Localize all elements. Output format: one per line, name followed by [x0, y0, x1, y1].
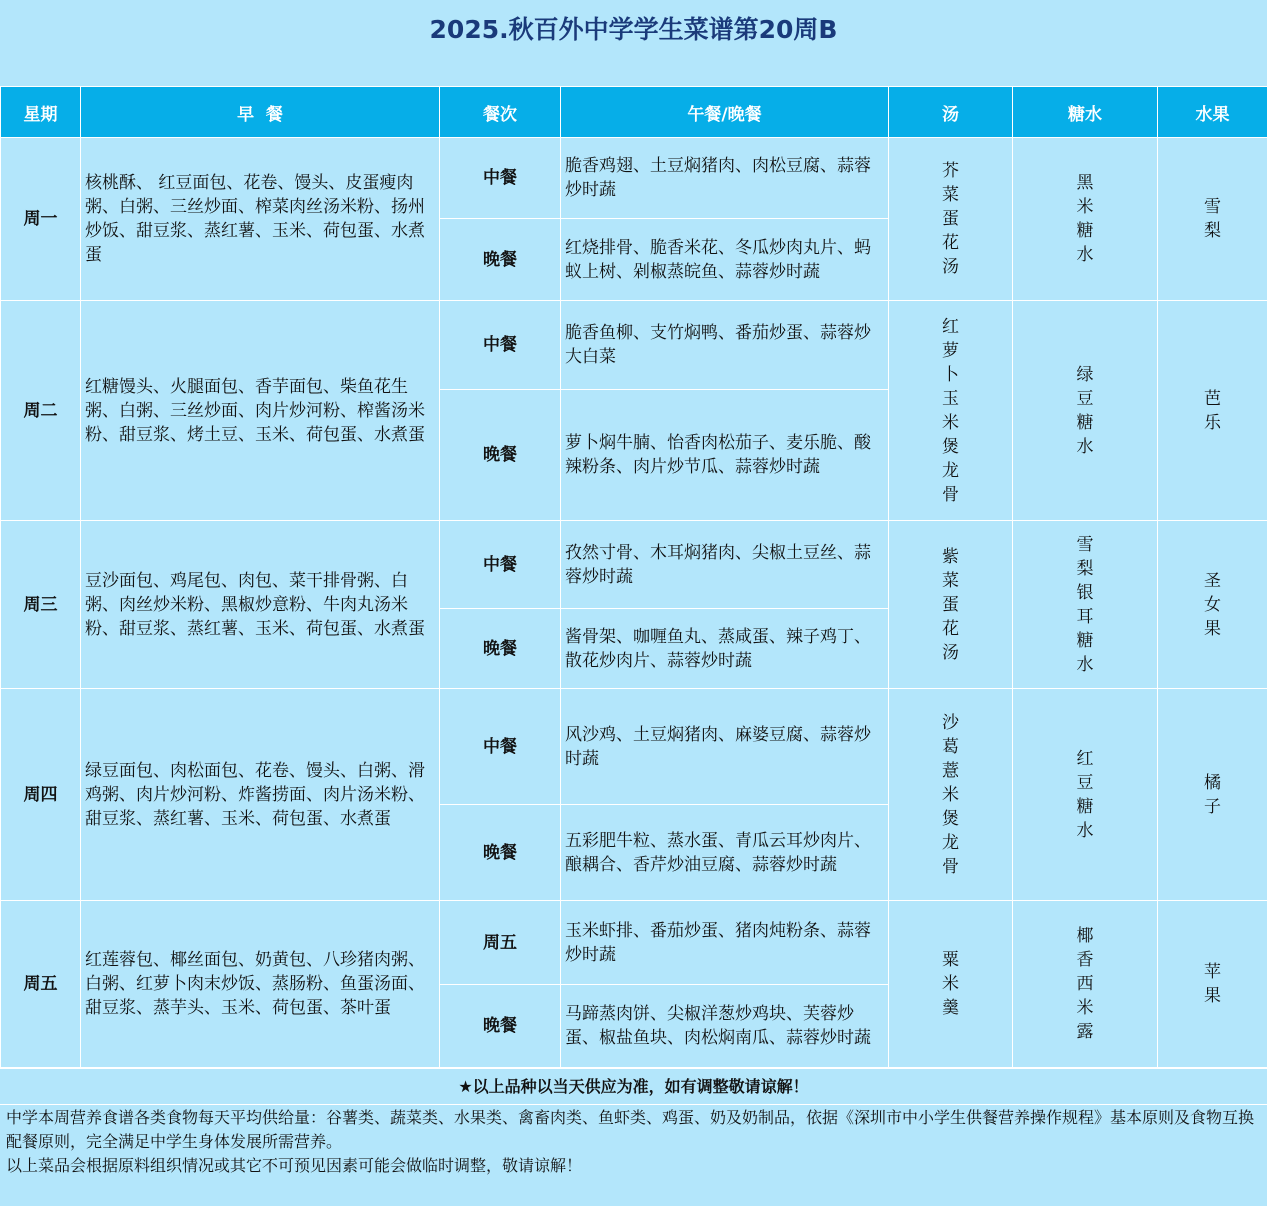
header-meal-type: 餐次	[440, 87, 561, 138]
table-row	[1, 521, 1267, 609]
sweet-soup-text: 雪梨银耳糖水	[1076, 534, 1094, 675]
lunch-label: 中餐	[440, 689, 561, 805]
weekday-cell: 周三	[1, 521, 81, 689]
table-row	[1, 301, 1267, 390]
header-fruit: 水果	[1158, 87, 1267, 138]
sweet-soup-text: 绿豆糖水	[1076, 364, 1094, 457]
nutrition-footer	[0, 1106, 1267, 1178]
lunch-label: 中餐	[440, 521, 561, 609]
weekday-cell: 周四	[1, 689, 81, 901]
nutrition-statement: 中学本周营养食谱各类食物每天平均供给量：谷薯类、蔬菜类、水果类、禽畜肉类、鱼虾类、鸡蛋、奶及奶制品，依据《深圳市中小学生供餐营养操作规程》基本原则及食物互换配餐原则，完全满足中学生身体发展所需营养。	[6, 1108, 1255, 1151]
weekday-cell: 周五	[1, 901, 81, 1068]
dinner-dishes: 红烧排骨、脆香米花、冬瓜炒肉丸片、蚂蚁上树、剁椒蒸皖鱼、蒜蓉炒时蔬	[561, 219, 889, 301]
lunch-label: 中餐	[440, 138, 561, 219]
breakfast-cell: 豆沙面包、鸡尾包、肉包、菜干排骨粥、白粥、肉丝炒米粉、黑椒炒意粉、牛肉丸汤米粉、甜豆浆、蒸红薯、玉米、荷包蛋、水煮蛋	[81, 521, 440, 689]
breakfast-cell: 绿豆面包、肉松面包、花卷、馒头、白粥、滑鸡粥、肉片炒河粉、炸酱捞面、肉片汤米粉、甜豆浆、蒸红薯、玉米、荷包蛋、水煮蛋	[81, 689, 440, 901]
lunch-dishes: 脆香鸡翅、土豆焖猪肉、肉松豆腐、蒜蓉炒时蔬	[561, 138, 889, 219]
menu-table	[0, 86, 1267, 1068]
sweet-soup-cell	[1013, 138, 1158, 301]
lunch-label: 中餐	[440, 301, 561, 390]
table-row	[1, 901, 1267, 985]
fruit-cell	[1158, 689, 1267, 901]
breakfast-cell: 红糖馒头、火腿面包、香芋面包、柴鱼花生粥、白粥、三丝炒面、肉片炒河粉、榨酱汤米粉、甜豆浆、烤土豆、玉米、荷包蛋、水煮蛋	[81, 301, 440, 521]
adjustment-notice: 以上菜品会根据原料组织情况或其它不可预见因素可能会做临时调整，敬请谅解！	[6, 1156, 583, 1175]
sweet-soup-cell	[1013, 901, 1158, 1068]
weekday-cell: 周二	[1, 301, 81, 521]
fruit-cell	[1158, 901, 1267, 1068]
page-title-bar	[0, 0, 1267, 86]
dinner-label: 晚餐	[440, 609, 561, 689]
header-weekday: 星期	[1, 87, 81, 138]
dinner-label: 晚餐	[440, 985, 561, 1068]
lunch-dishes: 脆香鱼柳、支竹焖鸭、番茄炒蛋、蒜蓉炒大白菜	[561, 301, 889, 390]
table-row	[1, 689, 1267, 805]
fruit-text: 苹果	[1204, 962, 1221, 1006]
fruit-text: 圣女果	[1204, 570, 1221, 639]
soup-cell	[889, 301, 1013, 521]
dinner-label: 晚餐	[440, 805, 561, 901]
dinner-dishes: 五彩肥牛粒、蒸水蛋、青瓜云耳炒肉片、酿耦合、香芹炒油豆腐、蒜蓉炒时蔬	[561, 805, 889, 901]
header-soup: 汤	[889, 87, 1013, 138]
dinner-dishes: 酱骨架、咖喱鱼丸、蒸咸蛋、辣子鸡丁、散花炒肉片、蒜蓉炒时蔬	[561, 609, 889, 689]
header-breakfast: 早 餐	[81, 87, 440, 138]
soup-cell	[889, 521, 1013, 689]
header-lunch-dinner: 午餐/晚餐	[561, 87, 889, 138]
fruit-text: 芭乐	[1204, 388, 1221, 433]
page-title: 2025.秋百外中学学生菜谱第20周B	[429, 15, 838, 44]
fruit-cell	[1158, 138, 1267, 301]
dinner-label: 晚餐	[440, 390, 561, 521]
supply-notice: ★以上品种以当天供应为准，如有调整敬请谅解！	[0, 1068, 1267, 1105]
lunch-dishes: 玉米虾排、番茄炒蛋、猪肉炖粉条、蒜蓉炒时蔬	[561, 901, 889, 985]
dinner-dishes: 马蹄蒸肉饼、尖椒洋葱炒鸡块、芙蓉炒蛋、椒盐鱼块、肉松焖南瓜、蒜蓉炒时蔬	[561, 985, 889, 1068]
dinner-dishes: 萝卜焖牛腩、怡香肉松茄子、麦乐脆、酸辣粉条、肉片炒节瓜、蒜蓉炒时蔬	[561, 390, 889, 521]
soup-cell	[889, 689, 1013, 901]
fruit-text: 橘子	[1204, 772, 1221, 817]
sweet-soup-cell	[1013, 689, 1158, 901]
fruit-cell	[1158, 301, 1267, 521]
lunch-label: 周五	[440, 901, 561, 985]
soup-cell	[889, 138, 1013, 301]
dinner-label: 晚餐	[440, 219, 561, 301]
soup-text: 粟米羹	[942, 950, 959, 1018]
weekday-cell: 周一	[1, 138, 81, 301]
header-row	[1, 87, 1267, 138]
header-sweet-soup: 糖水	[1013, 87, 1158, 138]
soup-text: 紫菜蛋花汤	[942, 546, 959, 663]
soup-cell	[889, 901, 1013, 1068]
sweet-soup-text: 黑米糖水	[1076, 173, 1094, 265]
sweet-soup-cell	[1013, 301, 1158, 521]
table-row	[1, 138, 1267, 219]
soup-text: 红萝卜玉米煲龙骨	[942, 316, 959, 505]
sweet-soup-cell	[1013, 521, 1158, 689]
sweet-soup-text: 红豆糖水	[1076, 748, 1094, 841]
sweet-soup-text: 椰香西米露	[1076, 926, 1094, 1042]
fruit-text: 雪梨	[1204, 197, 1221, 241]
lunch-dishes: 孜然寸骨、木耳焖猪肉、尖椒土豆丝、蒜蓉炒时蔬	[561, 521, 889, 609]
fruit-cell	[1158, 521, 1267, 689]
breakfast-cell: 核桃酥、 红豆面包、花卷、馒头、皮蛋瘦肉粥、白粥、三丝炒面、榨菜肉丝汤米粉、扬州炒饭、甜豆浆、蒸红薯、玉米、荷包蛋、水煮蛋	[81, 138, 440, 301]
soup-text: 芥菜蛋花汤	[942, 161, 959, 277]
breakfast-cell: 红莲蓉包、椰丝面包、奶黄包、八珍猪肉粥、白粥、红萝卜肉末炒饭、蒸肠粉、鱼蛋汤面、甜豆浆、蒸芋头、玉米、荷包蛋、茶叶蛋	[81, 901, 440, 1068]
lunch-dishes: 风沙鸡、土豆焖猪肉、麻婆豆腐、蒜蓉炒时蔬	[561, 689, 889, 805]
soup-text: 沙葛薏米煲龙骨	[942, 712, 959, 877]
